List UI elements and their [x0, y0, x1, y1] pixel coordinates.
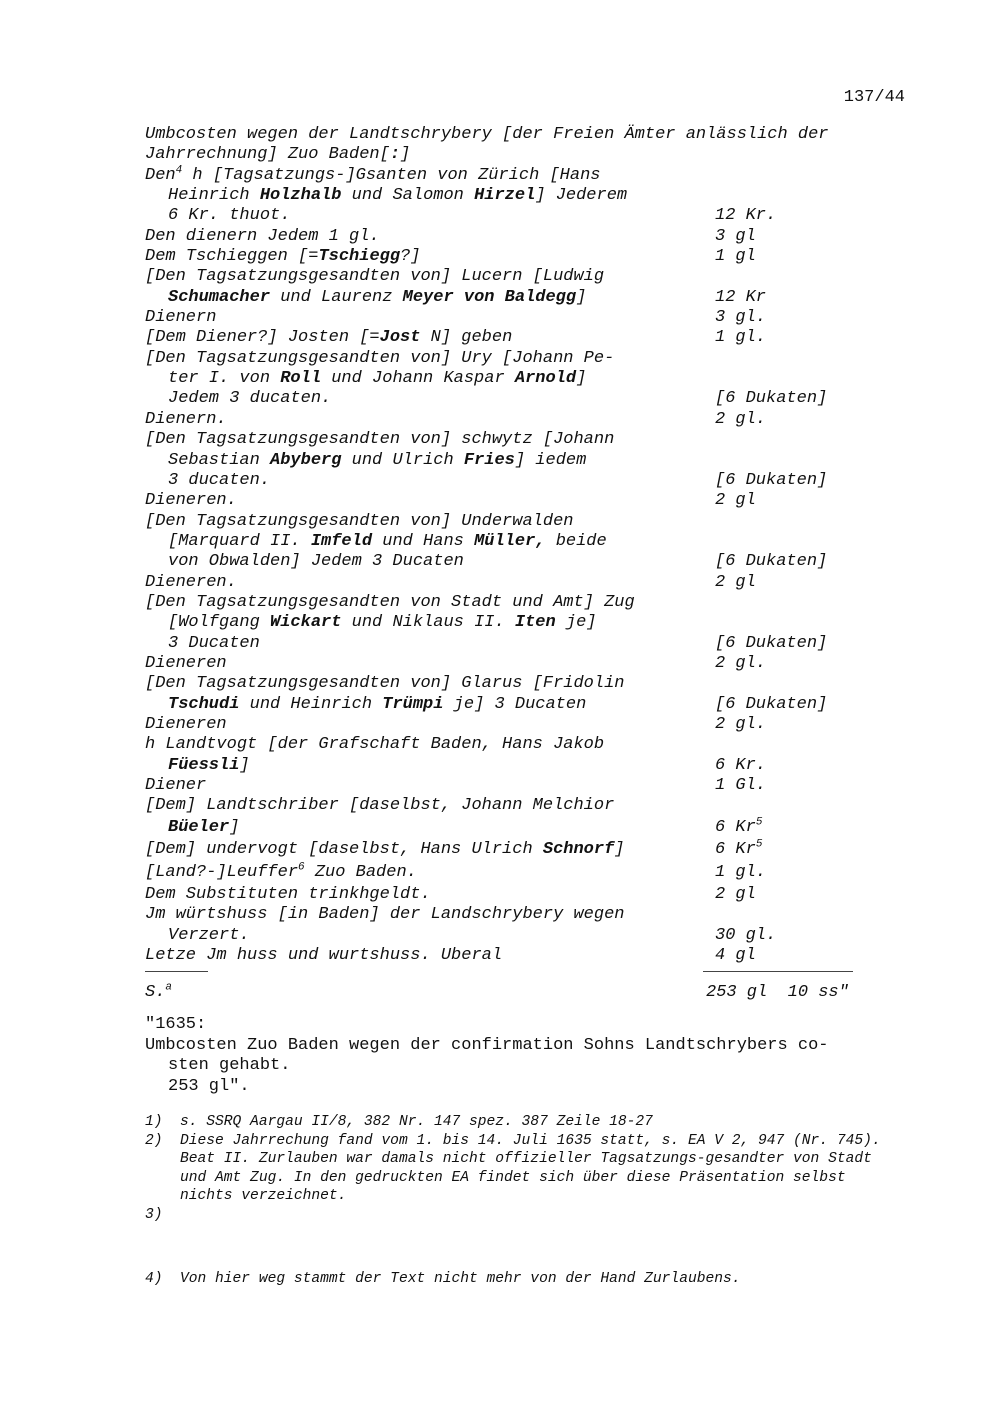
rule-divider-right	[703, 971, 853, 972]
amount: 2 gl	[715, 491, 756, 511]
amount: [6 Dukaten]	[715, 633, 828, 653]
quote-line: sten gehabt.	[168, 1056, 291, 1075]
ledger-row: Den dienern Jedem 1 gl. 3 gl	[145, 226, 756, 246]
quote-line: "1635:	[145, 1015, 207, 1034]
amount: 1 gl.	[715, 863, 767, 883]
page-number: 137/44	[843, 88, 905, 107]
ledger-row: [Den Tagsatzungsgesandten von] Glarus [Fridolin	[145, 674, 625, 694]
ledger-row: [Den Tagsatzungsgesandten von] Ury [Johann Pe-	[145, 348, 615, 368]
ledger-row: Schumacher und Laurenz Meyer von Baldegg] 12 Kr	[168, 287, 767, 307]
ledger-row: [Den Tagsatzungsgesandten von] schwytz [Johann	[145, 430, 615, 450]
ledger-row: h Landtvogt [der Grafschaft Baden, Hans Jakob	[145, 735, 605, 755]
ledger	[145, 125, 905, 966]
amount: [6 Dukaten]	[715, 389, 828, 409]
ledger-row: [Marquard II. Imfeld und Hans Müller, beide	[168, 531, 607, 551]
footnote: 3)	[145, 1206, 163, 1223]
ledger-row: [Dem Diener?] Josten [=Jost N] geben 1 gl.	[145, 328, 767, 348]
ledger-row: [Den Tagsatzungsgesandten von] Underwalden	[145, 511, 574, 531]
ledger-row: Letze Jm huss und wurtshuss. Uberal 4 gl	[145, 946, 756, 966]
total-amount: 253 gl 10 ss"	[706, 983, 849, 1002]
ledger-row: Dieneren 2 gl.	[145, 714, 767, 734]
amount: 1 gl.	[715, 328, 767, 348]
footnotes	[145, 1113, 905, 1225]
ledger-row: Dienern 3 gl.	[145, 308, 767, 328]
ledger-row: Den$^4$ h [Tagsatzungs-]Gsanten von Zürich [Hans	[145, 164, 601, 185]
quote-line: 253 gl".	[168, 1076, 250, 1096]
amount: [6 Dukaten]	[715, 552, 828, 572]
ledger-row: [Dem] Landtschriber [daselbst, Johann Melchior	[145, 796, 615, 816]
ledger-row: Dem Substituten trinkhgeldt. 2 gl	[145, 885, 756, 905]
amount: 6 Kr$^5$	[715, 838, 763, 860]
ledger-row: Dieneren. 2 gl	[145, 491, 756, 511]
amount: 30 gl.	[715, 925, 777, 945]
ledger-row: Verzert. 30 gl.	[168, 925, 777, 945]
ledger-row: von Obwalden] Jedem 3 Ducaten [6 Dukaten]	[168, 552, 828, 572]
ledger-row: Dieneren 2 gl.	[145, 653, 767, 673]
ledger-heading-1: Umbcosten wegen der Landtschrybery [der Freien Ämter anlässlich der	[145, 125, 829, 144]
ledger-row: Sebastian Abyberg und Ulrich Fries] iedem	[168, 450, 587, 470]
footnote: 2) Diese Jahrrechung fand vom 1. bis 14. Juli 1635 statt, s. EA V 2, 947 (Nr. 745). Beat II. Zurlauben war damals nicht offizieller Tagsatzungs-gesandter von Stadt und Amt Zug. In den gedruckten EA findet sich über diese Präsentation selbst nichts verzeichnet.	[145, 1132, 881, 1205]
ledger-row: 3 Ducaten [6 Dukaten]	[168, 633, 828, 653]
ledger-row: Büeler] 6 Kr$^5$	[145, 817, 905, 840]
ledger-row: Füessli] 6 Kr.	[168, 755, 767, 775]
amount: 6 Kr.	[715, 755, 767, 775]
amount: 1 Gl.	[715, 776, 767, 795]
ledger-row: Dienern. 2 gl.	[145, 409, 767, 429]
ledger-row: 3 ducaten. [6 Dukaten]	[168, 470, 828, 490]
ledger-row: Dieneren. 2 gl	[145, 572, 756, 592]
amount: 2 gl.	[715, 409, 767, 429]
amount: 12 Kr.	[715, 206, 777, 226]
amount: 2 gl	[715, 572, 756, 592]
ledger-row: [Den Tagsatzungsgesandten von] Lucern [Ludwig	[145, 267, 605, 287]
total-label: S.$^a$	[145, 981, 173, 1002]
amount: 2 gl.	[715, 714, 767, 734]
ledger-row: [Wolfgang Wickart und Niklaus II. Iten je]	[168, 613, 597, 633]
ledger-row: Dem Tschieggen [=Tschiegg?] 1 gl	[145, 247, 756, 267]
footnote: 1) s. SSRQ Aargau II/8, 382 Nr. 147 spez. 387 Zeile 18-27	[145, 1114, 653, 1130]
amount: [6 Dukaten]	[715, 470, 828, 490]
ledger-row: ter I. von Roll und Johann Kaspar Arnold]	[168, 369, 587, 389]
amount: 2 gl	[715, 885, 756, 905]
amount: 6 Kr$^5$	[715, 816, 763, 837]
amount: 1 gl	[715, 247, 756, 267]
ledger-heading-2: Jahrrechnung] Zuo Baden[:]	[145, 145, 411, 165]
footnote: 4) Von hier weg stammt der Text nicht mehr von der Hand Zurlaubens.	[145, 1271, 741, 1287]
amount: 4 gl	[715, 946, 756, 966]
amount: 2 gl.	[715, 653, 767, 673]
ledger-row: Jedem 3 ducaten. [6 Dukaten]	[168, 389, 828, 409]
ledger-row: Tschudi und Heinrich Trümpi je] 3 Ducaten [6 Dukaten]	[168, 694, 828, 714]
ledger-row: [Dem] undervogt [daselbst, Hans Ulrich Schnorf] 6 Kr$^5$	[145, 839, 905, 862]
amount: [6 Dukaten]	[715, 694, 828, 714]
amount: 12 Kr	[715, 287, 767, 307]
ledger-row: [Den Tagsatzungsgesandten von Stadt und Amt] Zug	[145, 592, 635, 612]
ledger-row: Heinrich Holzhalb und Salomon Hirzel] Jederem	[168, 186, 628, 206]
ledger-row: Diener 1 Gl.	[145, 776, 767, 795]
amount: 3 gl.	[715, 308, 767, 328]
ledger-row: Jm würtshuss [in Baden] der Landschrybery wegen	[145, 905, 625, 925]
quote-block	[145, 1015, 905, 1097]
quote-line: Umbcosten Zuo Baden wegen der confirmation Sohns Landtschrybers co-	[145, 1035, 829, 1055]
ledger-row: [Land?-]Leuffer$^6$ Zuo Baden. 1 gl.	[145, 862, 905, 885]
ledger-row: 6 Kr. thuot. 12 Kr.	[168, 206, 777, 226]
amount: 3 gl	[715, 226, 756, 246]
rule-divider-left	[145, 971, 208, 972]
